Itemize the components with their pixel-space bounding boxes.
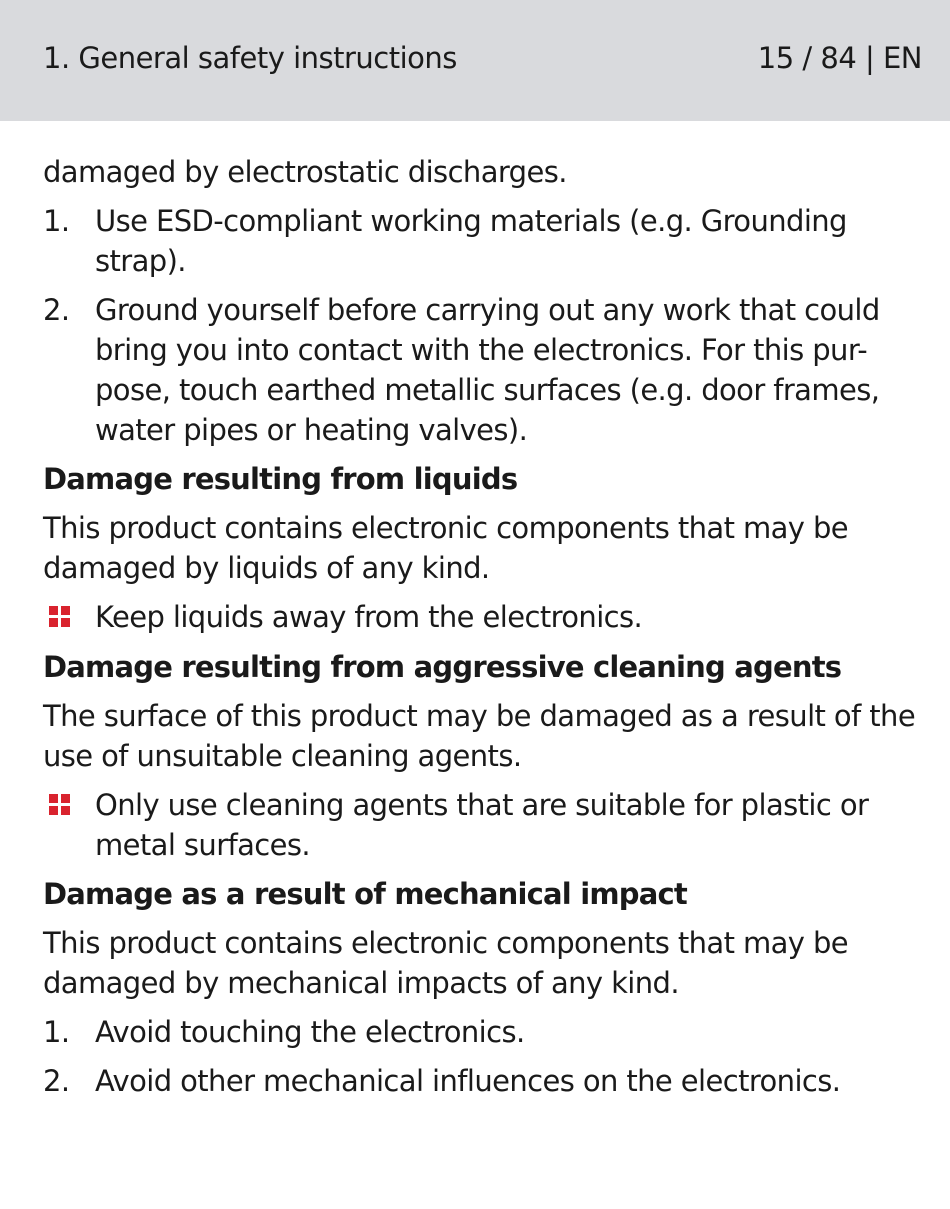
liquids-bullet <box>43 597 923 638</box>
step-text: Use ESD-compliant working materials (e.g. Grounding strap). <box>95 204 847 278</box>
page-header <box>0 0 950 121</box>
mechanical-heading: Damage as a result of mechanical impact <box>43 877 687 911</box>
step-text: Avoid touching the electronics. <box>95 1015 525 1049</box>
bullet-text: Only use cleaning agents that are suitable for plastic or metal surfaces. <box>95 788 869 862</box>
mechanical-step-2 <box>43 1061 923 1101</box>
section-title: 1. General safety instructions <box>43 41 457 75</box>
red-bullet-icon <box>49 794 71 816</box>
step-number: 1. <box>43 1015 70 1049</box>
step-text: Avoid other mechanical influences on the electronics. <box>95 1064 841 1098</box>
page-content <box>43 152 923 1110</box>
liquids-heading: Damage resulting from liquids <box>43 462 518 496</box>
cleaning-bullet <box>43 785 923 865</box>
step-number: 2. <box>43 1064 70 1098</box>
bullet-text: Keep liquids away from the electronics. <box>95 600 643 634</box>
esd-step-1 <box>43 201 923 281</box>
esd-step-2 <box>43 290 923 450</box>
mechanical-step-1 <box>43 1012 923 1052</box>
red-bullet-icon <box>49 606 71 628</box>
step-text: Ground yourself before carrying out any work that could bring you into contact with the electronics. For this pur-pose, touch earthed metallic surfaces (e.g. door frames, water pipes or heating valves). <box>95 293 880 447</box>
step-number: 1. <box>43 204 70 238</box>
page-info: 15 / 84 | EN <box>757 41 922 75</box>
mechanical-paragraph: This product contains electronic components that may be damaged by mechanical impacts of any kind. <box>43 926 849 1000</box>
intro-text: damaged by electrostatic discharges. <box>43 155 567 189</box>
step-number: 2. <box>43 293 70 327</box>
cleaning-paragraph: The surface of this product may be damaged as a result of the use of unsuitable cleaning agents. <box>43 699 916 773</box>
cleaning-heading: Damage resulting from aggressive cleaning agents <box>43 650 842 684</box>
liquids-paragraph: This product contains electronic components that may be damaged by liquids of any kind. <box>43 511 849 585</box>
